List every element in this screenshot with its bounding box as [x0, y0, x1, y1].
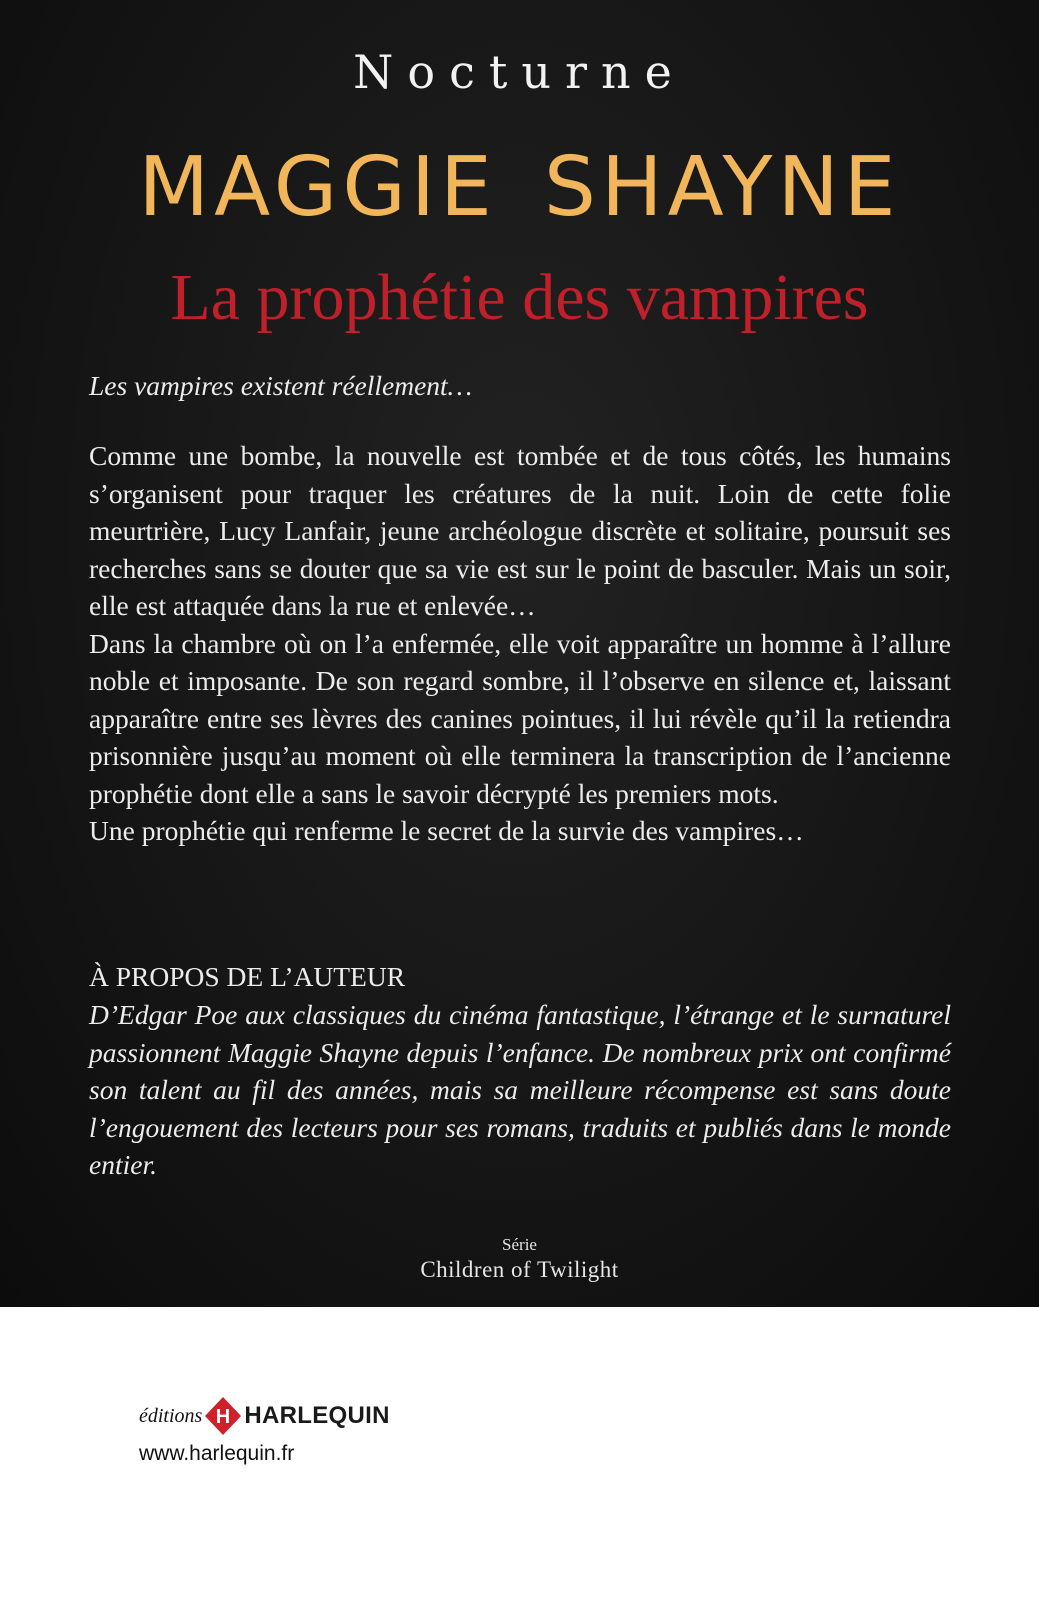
harlequin-diamond-icon	[203, 1396, 243, 1436]
publisher-name: HARLEQUIN	[244, 1402, 390, 1429]
publisher-website: www.harlequin.fr	[139, 1442, 295, 1465]
blurb	[89, 437, 951, 850]
series-name: Children of Twilight	[420, 1257, 619, 1282]
blurb-paragraph: Dans la chambre où on l’a enfermée, elle voit apparaître un homme à l’allure noble et imposante. De son regard sombre, il l’observe en silence et, laissant apparaître entre ses lèvres des canines pointues, il lui révèle qu’il la retiendra prisonnière jusqu’au moment où elle terminera la transcription de l’ancienne prophétie dont elle a sans le savoir décrypté les premiers mots.	[89, 627, 951, 809]
blurb-paragraph: Comme une bombe, la nouvelle est tombée et de tous côtés, les humains s’organisent pour traquer les créatures de la nuit. Loin de cette folie meurtrière, Lucy Lanfair, jeune archéologue discrète et solitaire, poursuit ses recherches sans se douter que sa vie est sur le point de basculer. Mais un soir, elle est attaquée dans la rue et enlevée…	[89, 440, 951, 621]
series-label: Série	[502, 1235, 537, 1254]
publisher-prefix: éditions	[139, 1404, 203, 1427]
series-logo: Nocturne	[353, 45, 686, 99]
series-info	[0, 1234, 1039, 1284]
book-title: La prophétie des vampires	[170, 261, 869, 334]
about-author-text: D’Edgar Poe aux classiques du cinéma fantastique, l’étrange et le surnaturel passionnent Maggie Shayne depuis l’enfance. De nombreux prix ont confirmé son talent au fil des années, mais sa meilleure récompense est sans doute l’engouement des lecteurs pour ses romans, traduits et publiés dans le monde entier.	[89, 999, 951, 1180]
author-name: MAGGIE SHAYNE	[138, 140, 901, 235]
logo-letter: H	[216, 1406, 231, 1428]
blurb-paragraph: Une prophétie qui renferme le secret de la survie des vampires…	[89, 815, 804, 846]
publisher-logo	[139, 1396, 390, 1436]
tagline: Les vampires existent réellement…	[89, 370, 473, 401]
about-author-heading: À PROPOS DE L’AUTEUR	[89, 961, 406, 992]
